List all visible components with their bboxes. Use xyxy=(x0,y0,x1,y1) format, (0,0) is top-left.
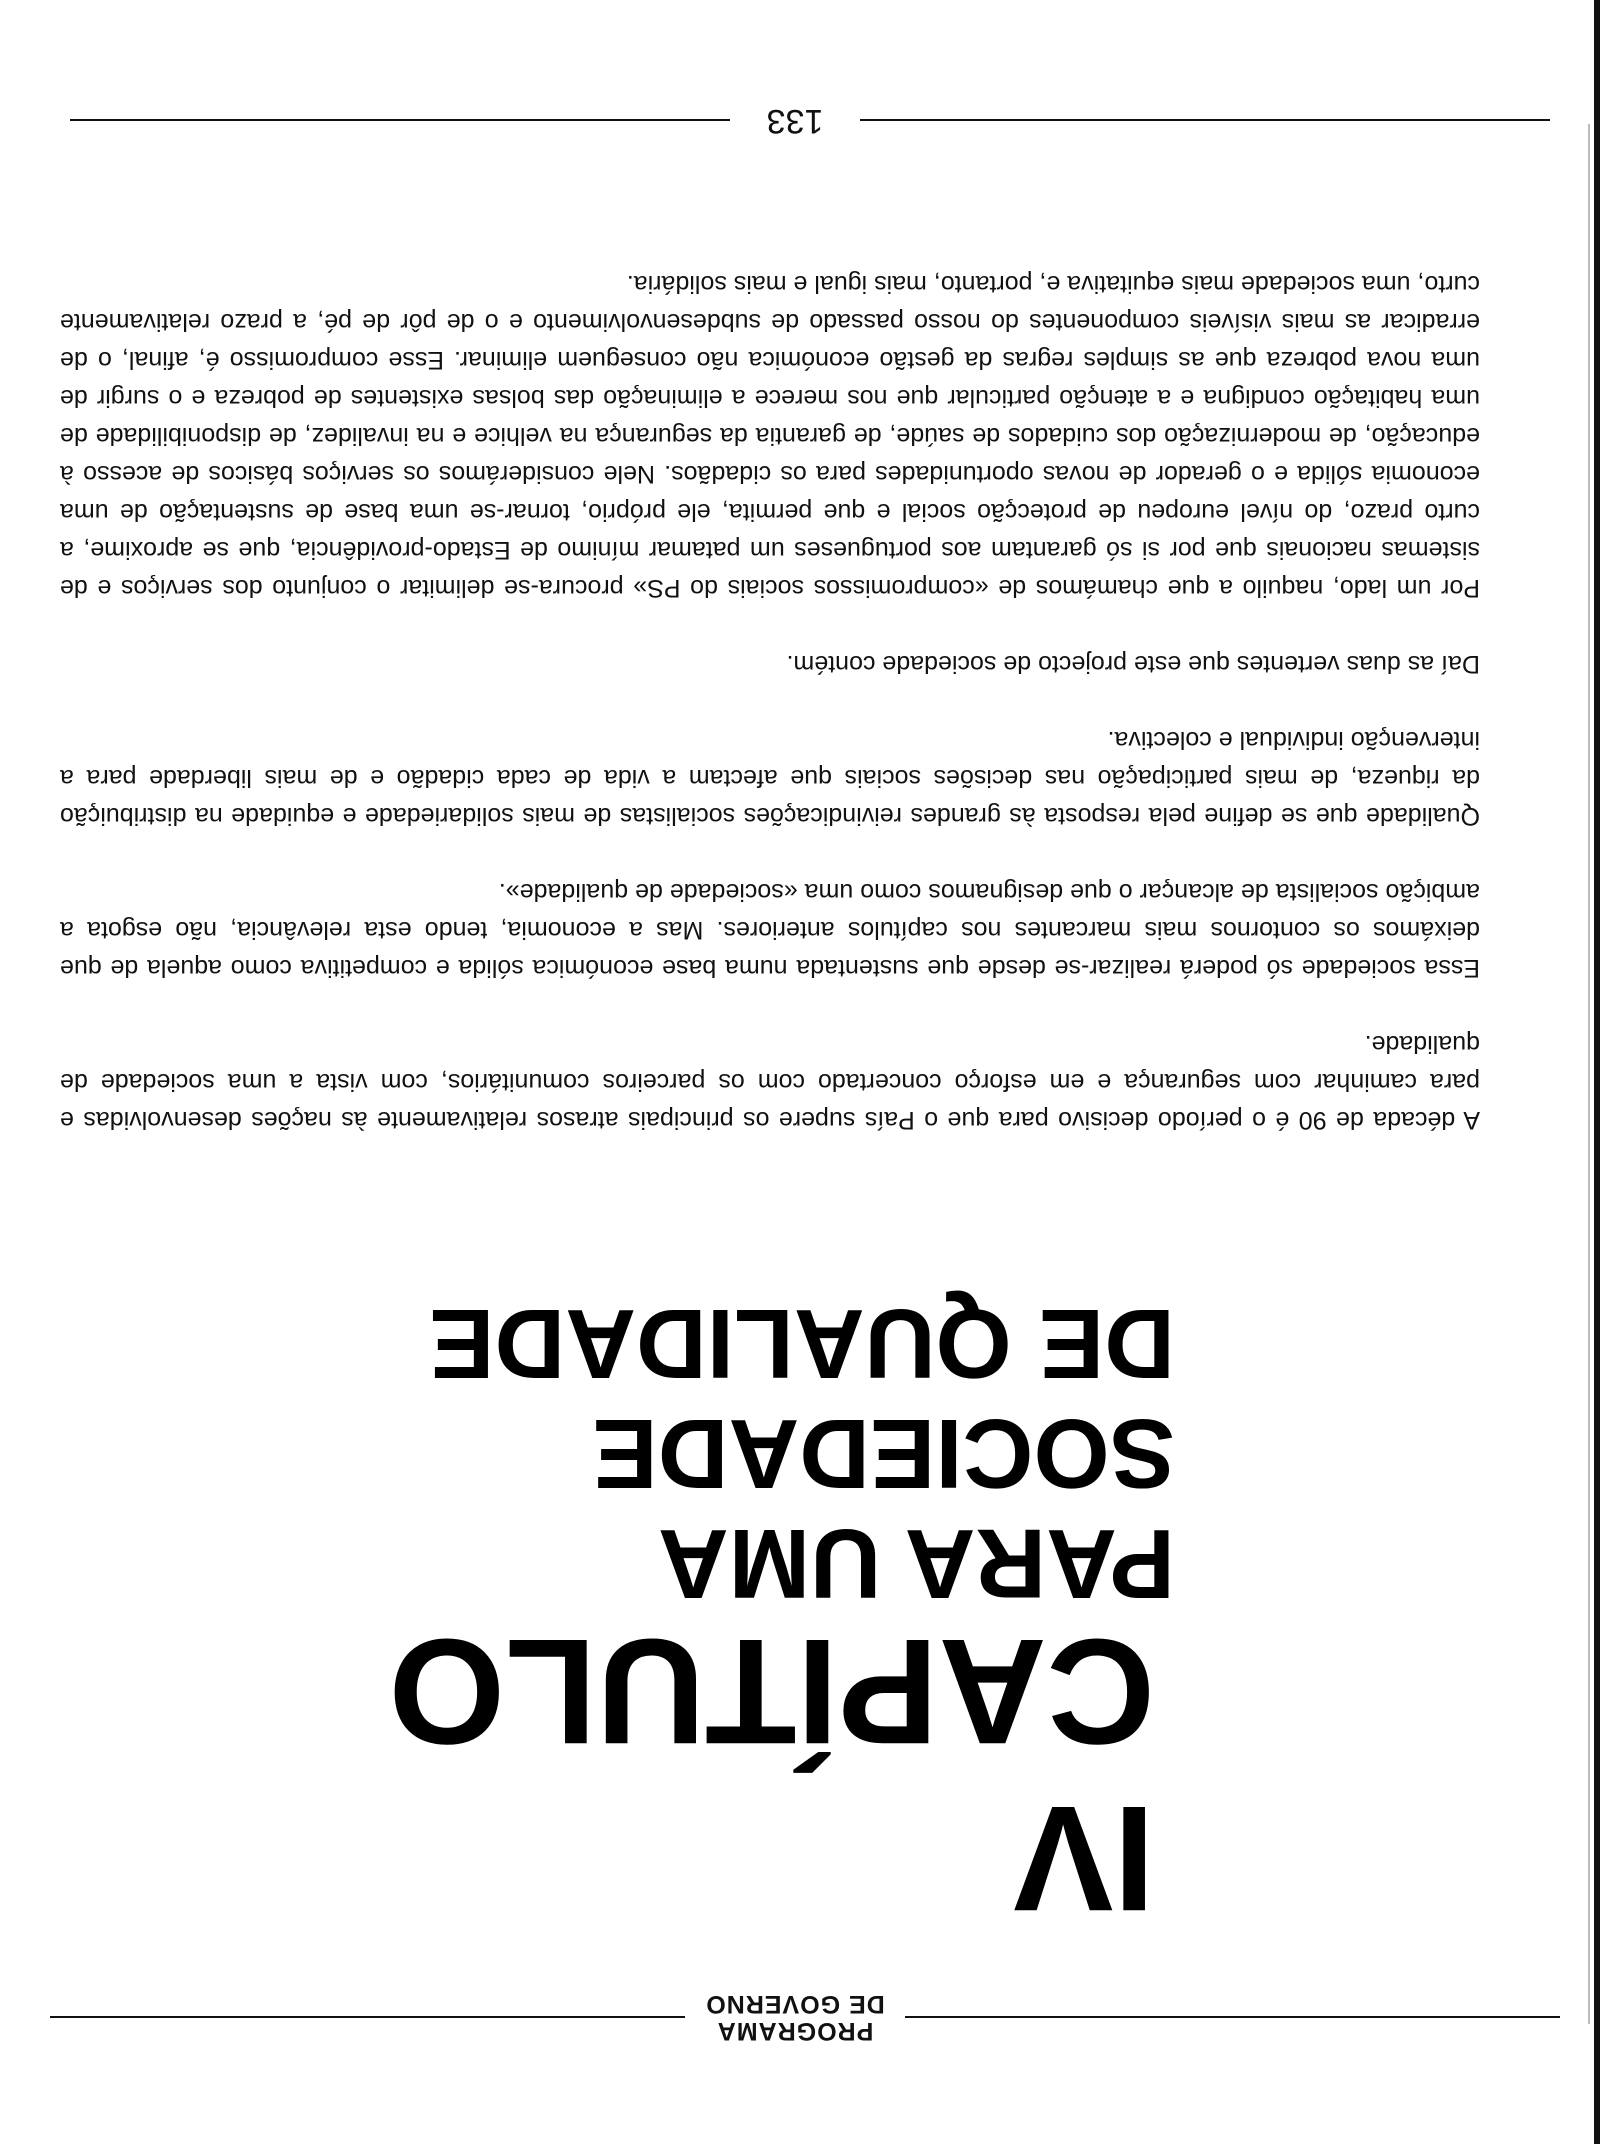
page-number: 133 xyxy=(766,102,824,140)
footer-rule-right xyxy=(70,119,730,121)
header-rule-right xyxy=(50,2016,685,2018)
paragraph-4: Daí as duas vertentes que este projecto de sociedade contém. xyxy=(786,650,1480,678)
header-line-1: PROGRAMA xyxy=(716,2017,874,2045)
running-header xyxy=(0,1984,1600,2044)
page-edge-shadow xyxy=(1588,124,1590,2024)
chapter-heading xyxy=(275,1289,1175,1943)
paragraph-3: Qualidade que se define pela resposta às grandes reivindicações socialistas de mais solidariedade e equidade na distribuição da riqueza, de mais participação nas decisões sociais que afectam a vida de cada cidadão e de mais liberdade para a intervenção individual e colectiva. xyxy=(60,726,1480,830)
page-edge xyxy=(1594,0,1600,2144)
body-text xyxy=(60,227,1480,1139)
footer-rule-left xyxy=(860,119,1550,121)
page-footer xyxy=(0,99,1600,139)
paragraph-1: A década de 90 é o período decisivo para que o País supere os principais atrasos relativamente às nações desenvolvidas e para caminhar com segurança e em esforço concertado com os parceiros comunitários, com vista a uma sociedade de qualidade. xyxy=(60,1030,1480,1134)
paragraph-5: Por um lado, naquilo a que chamámos de «compromissos sociais do PS» procura-se delimitar o conjunto dos serviços e de sistemas nacionais que por si só garantam aos portugueses um patamar mínimo de Estado-providência, que se aproxime, a curto prazo, do nível europeu de protecção social e que permita, ele próprio, tornar-se uma base de sustentação de uma economia sólida e o gerador de novas oportunidades para os cidadãos. Nele considerámos os serviços básicos de acesso à educação, de modernização dos cuidados de saúde, de garantia da segurança na velhice e na invalidez, de disponibilidade de uma habitação condigna e a atenção particular que nos merece a eliminação das bolsas existentes de pobreza e o surgir de uma nova pobreza que as simples regras da gestão económica não conseguem eliminar. Esse compromisso é, afinal, o de erradicar as mais visíveis componentes do nosso passado de subdesenvolvimento e o de pôr de pé, a prazo relativamente curto, uma sociedade mais equitativa e, portanto, mais igual e mais solidária. xyxy=(60,270,1480,602)
header-title xyxy=(695,1990,895,2044)
header-line-2: DE GOVERNO xyxy=(705,1990,885,2018)
header-rule-left xyxy=(905,2016,1560,2018)
chapter-label: CAPÍTULO xyxy=(388,1608,1155,1776)
chapter-title-line-1: PARA UMA SOCIEDADE xyxy=(592,1399,1175,1619)
paragraph-2: Essa sociedade só poderá realizar-se desde que sustentada numa base económica sólida e competitiva como aquela de que deixámos os contornos mais marcantes nos capítulos anteriores. Mas a economia, tendo esta relevância, não esgota a ambição socialista de alcançar o que designamos como uma «sociedade de qualidade». xyxy=(60,878,1480,982)
chapter-number: IV xyxy=(1013,1775,1155,1943)
chapter-title-line-2: DE QUALIDADE xyxy=(429,1289,1175,1399)
